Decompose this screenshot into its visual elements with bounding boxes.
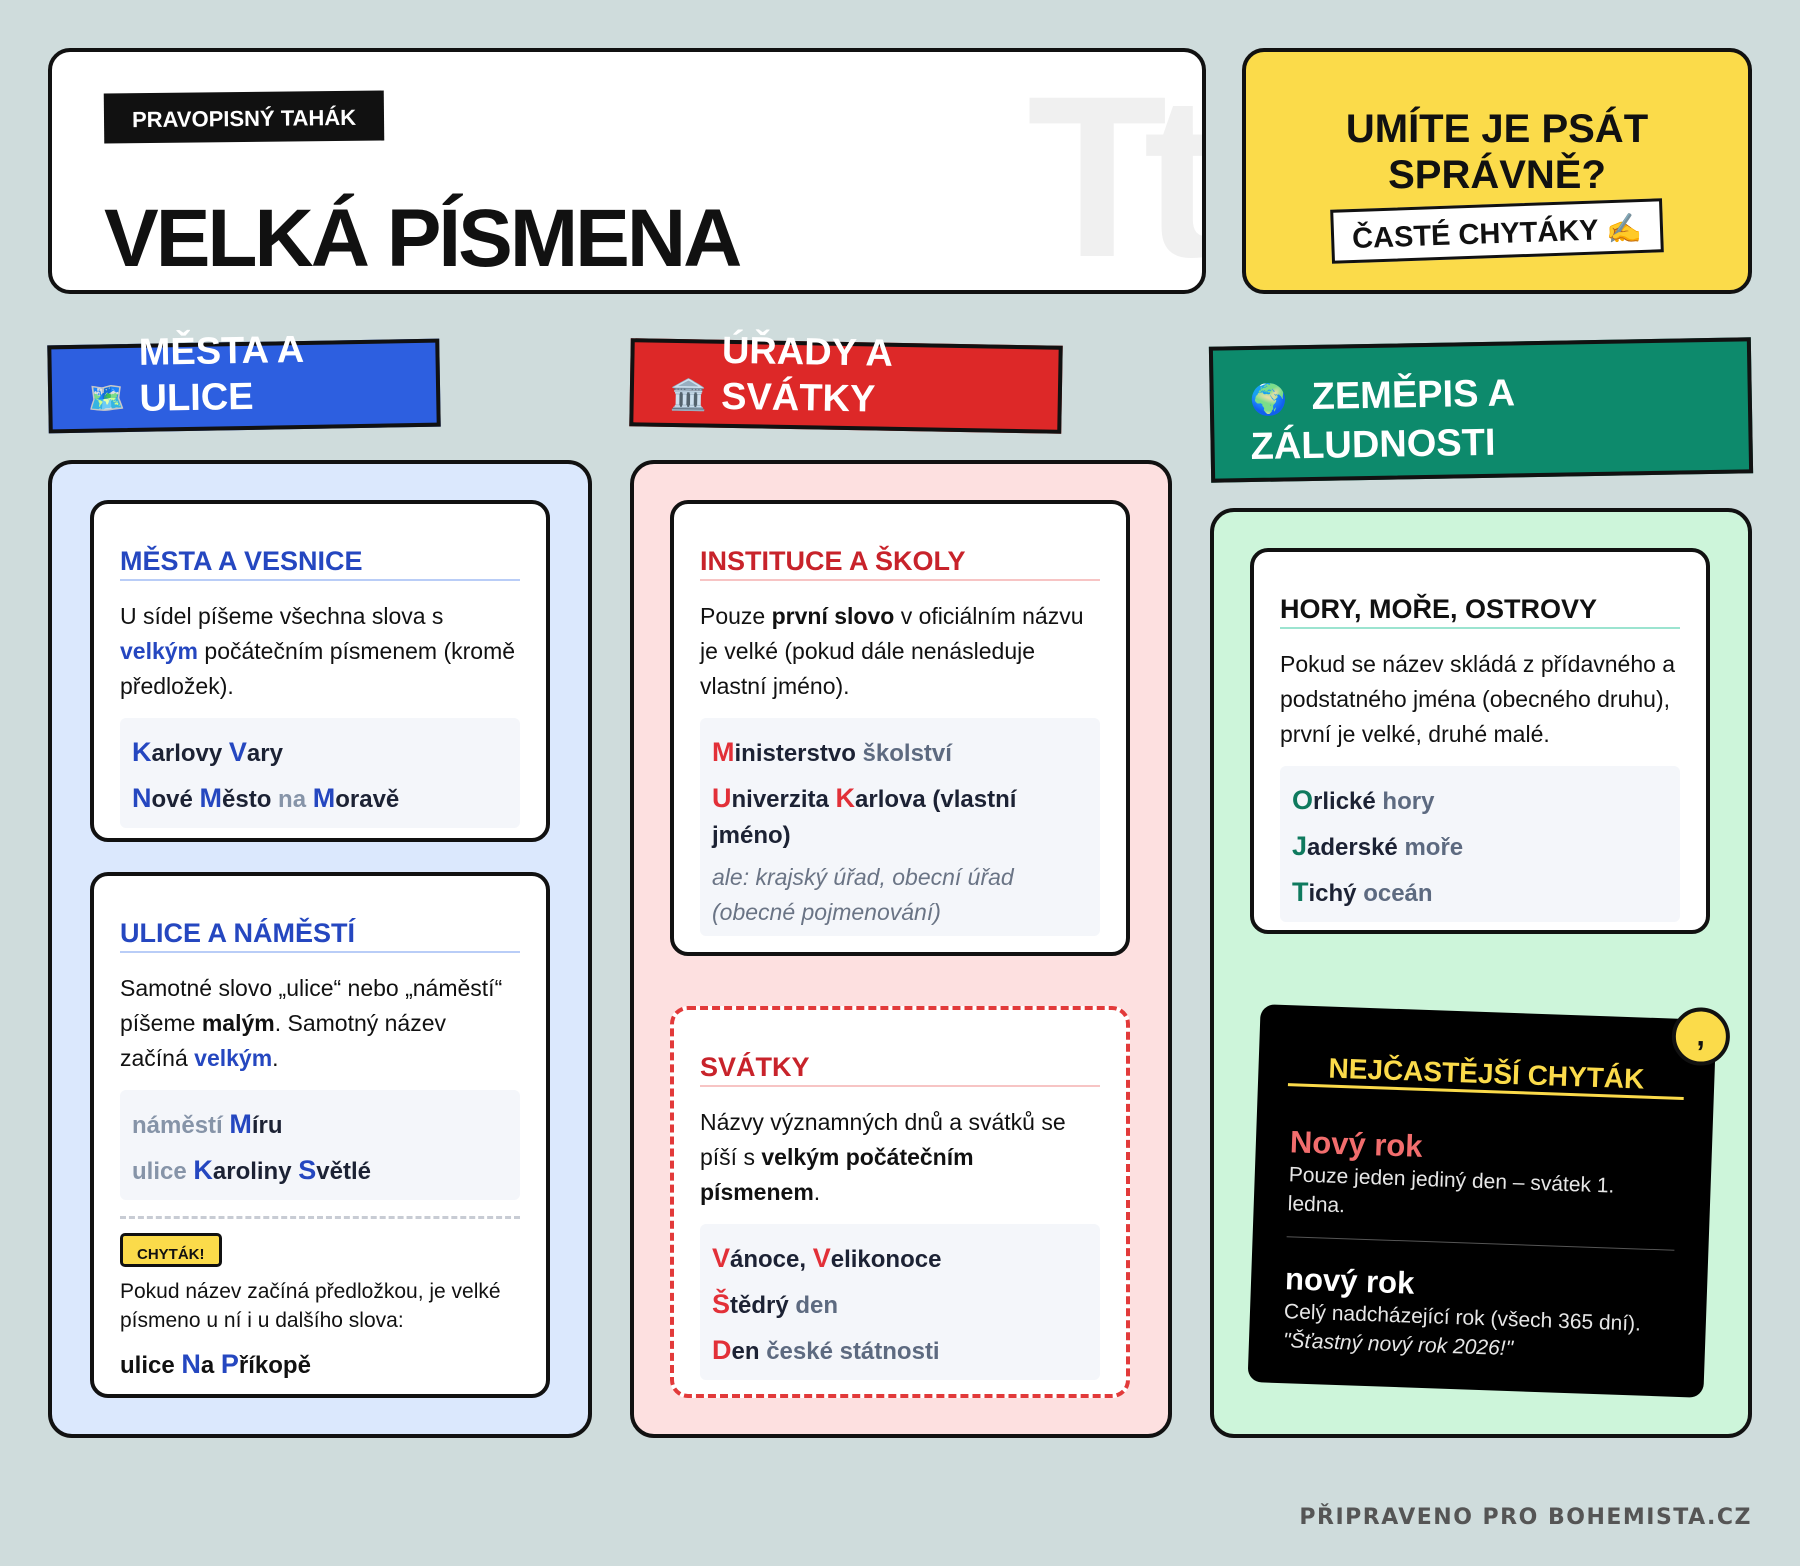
example-line: Orlické hory — [1292, 785, 1435, 815]
card-text: Samotné slovo „ulice“ nebo „náměstí“ píšeme malým. Samotný název začíná velkým. — [120, 975, 503, 1071]
column-heading-label: MĚSTA A ULICE — [138, 328, 304, 420]
divider — [120, 1216, 520, 1219]
footer-credit: PŘIPRAVENO PRO BOHEMISTA.CZ — [1299, 1505, 1752, 1530]
bank-icon: 🏛️ — [669, 378, 708, 413]
column-heading-zemepis — [1209, 337, 1753, 482]
quiz-card — [1242, 48, 1752, 294]
card-title: SVÁTKY — [700, 1052, 1100, 1087]
quiz-title: UMÍTE JE PSÁT SPRÁVNĚ? — [1345, 107, 1649, 197]
card-title: HORY, MOŘE, OSTROVY — [1280, 594, 1680, 629]
example-line: Den české státnosti — [712, 1335, 940, 1365]
page-title: VELKÁ PÍSMENA — [104, 193, 740, 284]
trap-badge: CHYTÁK! — [120, 1233, 222, 1267]
card-hory — [1250, 548, 1710, 934]
card-title: MĚSTA A VESNICE — [120, 546, 520, 581]
comma-badge-icon: , — [1671, 1007, 1731, 1067]
example-line: Nové Město na Moravě — [132, 783, 400, 813]
example-line: Ministerstvo školství — [712, 737, 952, 767]
card-text: Pokud se název skládá z přídavného a podstatného jména (obecného druhu), první je velké, druhé malé. — [1280, 651, 1676, 747]
card-text: Názvy významných dnů a svátků se píší s velkým počátečním písmenem. — [700, 1109, 1066, 1205]
example-line: náměstí Míru — [132, 1109, 283, 1139]
desc-2: Celý nadcházející rok (všech 365 dní). — [1283, 1300, 1642, 1336]
column-heading-label: ZEMĚPIS A ZÁLUDNOSTI — [1250, 372, 1515, 469]
term-1: Nový rok — [1289, 1124, 1424, 1164]
column-heading-label: ÚŘADY A SVÁTKY — [720, 329, 892, 421]
map-icon: 🗺️ — [87, 382, 126, 416]
header-card — [48, 48, 1206, 294]
example-line: Tichý oceán — [1292, 877, 1433, 907]
globe-icon: 🌍 — [1249, 383, 1288, 418]
card-title: NEJČASTĚJŠÍ CHYTÁK — [1288, 1051, 1685, 1100]
card-ulice-namesti — [90, 872, 550, 1398]
example-box — [700, 718, 1100, 936]
watermark: Tt — [1026, 48, 1196, 294]
card-text: U sídel píšeme všechna slova s velkým počátečním písmenem (kromě předložek). — [120, 603, 516, 699]
example-line: Karlovy Vary — [132, 737, 283, 767]
example-box — [120, 718, 520, 828]
example-note: ale: krajský úřad, obecní úřad (obecné pojmenování) — [712, 864, 1014, 925]
divider — [1287, 1236, 1675, 1251]
example-line: Vánoce, Velikonoce — [712, 1243, 942, 1273]
card-instituce — [670, 500, 1130, 956]
card-nejcastejsi-chytak — [1248, 1004, 1717, 1398]
column-heading-mesta — [47, 328, 440, 434]
trap-example: ulice Na Příkopě — [120, 1349, 311, 1379]
header-tag: PRAVOPISNÝ TAHÁK — [104, 91, 385, 144]
card-svatky — [670, 1006, 1130, 1398]
example-box — [1280, 766, 1680, 922]
example-line: ulice Karoliny Světlé — [132, 1155, 371, 1185]
card-mesta-vesnice — [90, 500, 550, 842]
example-box — [120, 1090, 520, 1200]
example-line: Jaderské moře — [1292, 831, 1464, 861]
example-line: Štědrý den — [712, 1289, 839, 1319]
quote: "Šťastný nový rok 2026!" — [1282, 1329, 1514, 1361]
column-heading-urady — [629, 329, 1062, 434]
card-title: INSTITUCE A ŠKOLY — [700, 546, 1100, 581]
trap-text: Pokud název začíná předložkou, je velké písmeno u ní i u dalšího slova: — [120, 1280, 501, 1332]
desc-1: Pouze jeden jediný den – svátek 1. ledna. — [1287, 1163, 1615, 1218]
quiz-subtitle: ČASTÉ CHYTÁKY ✍️ — [1330, 198, 1664, 264]
term-2: nový rok — [1284, 1261, 1415, 1301]
example-box — [700, 1224, 1100, 1380]
example-line: Univerzita Karlova (vlastní jméno) — [712, 783, 1017, 849]
card-text: Pouze první slovo v oficiálním názvu je velké (pokud dále nenásleduje vlastní jméno). — [700, 603, 1084, 699]
card-title: ULICE A NÁMĚSTÍ — [120, 918, 520, 953]
